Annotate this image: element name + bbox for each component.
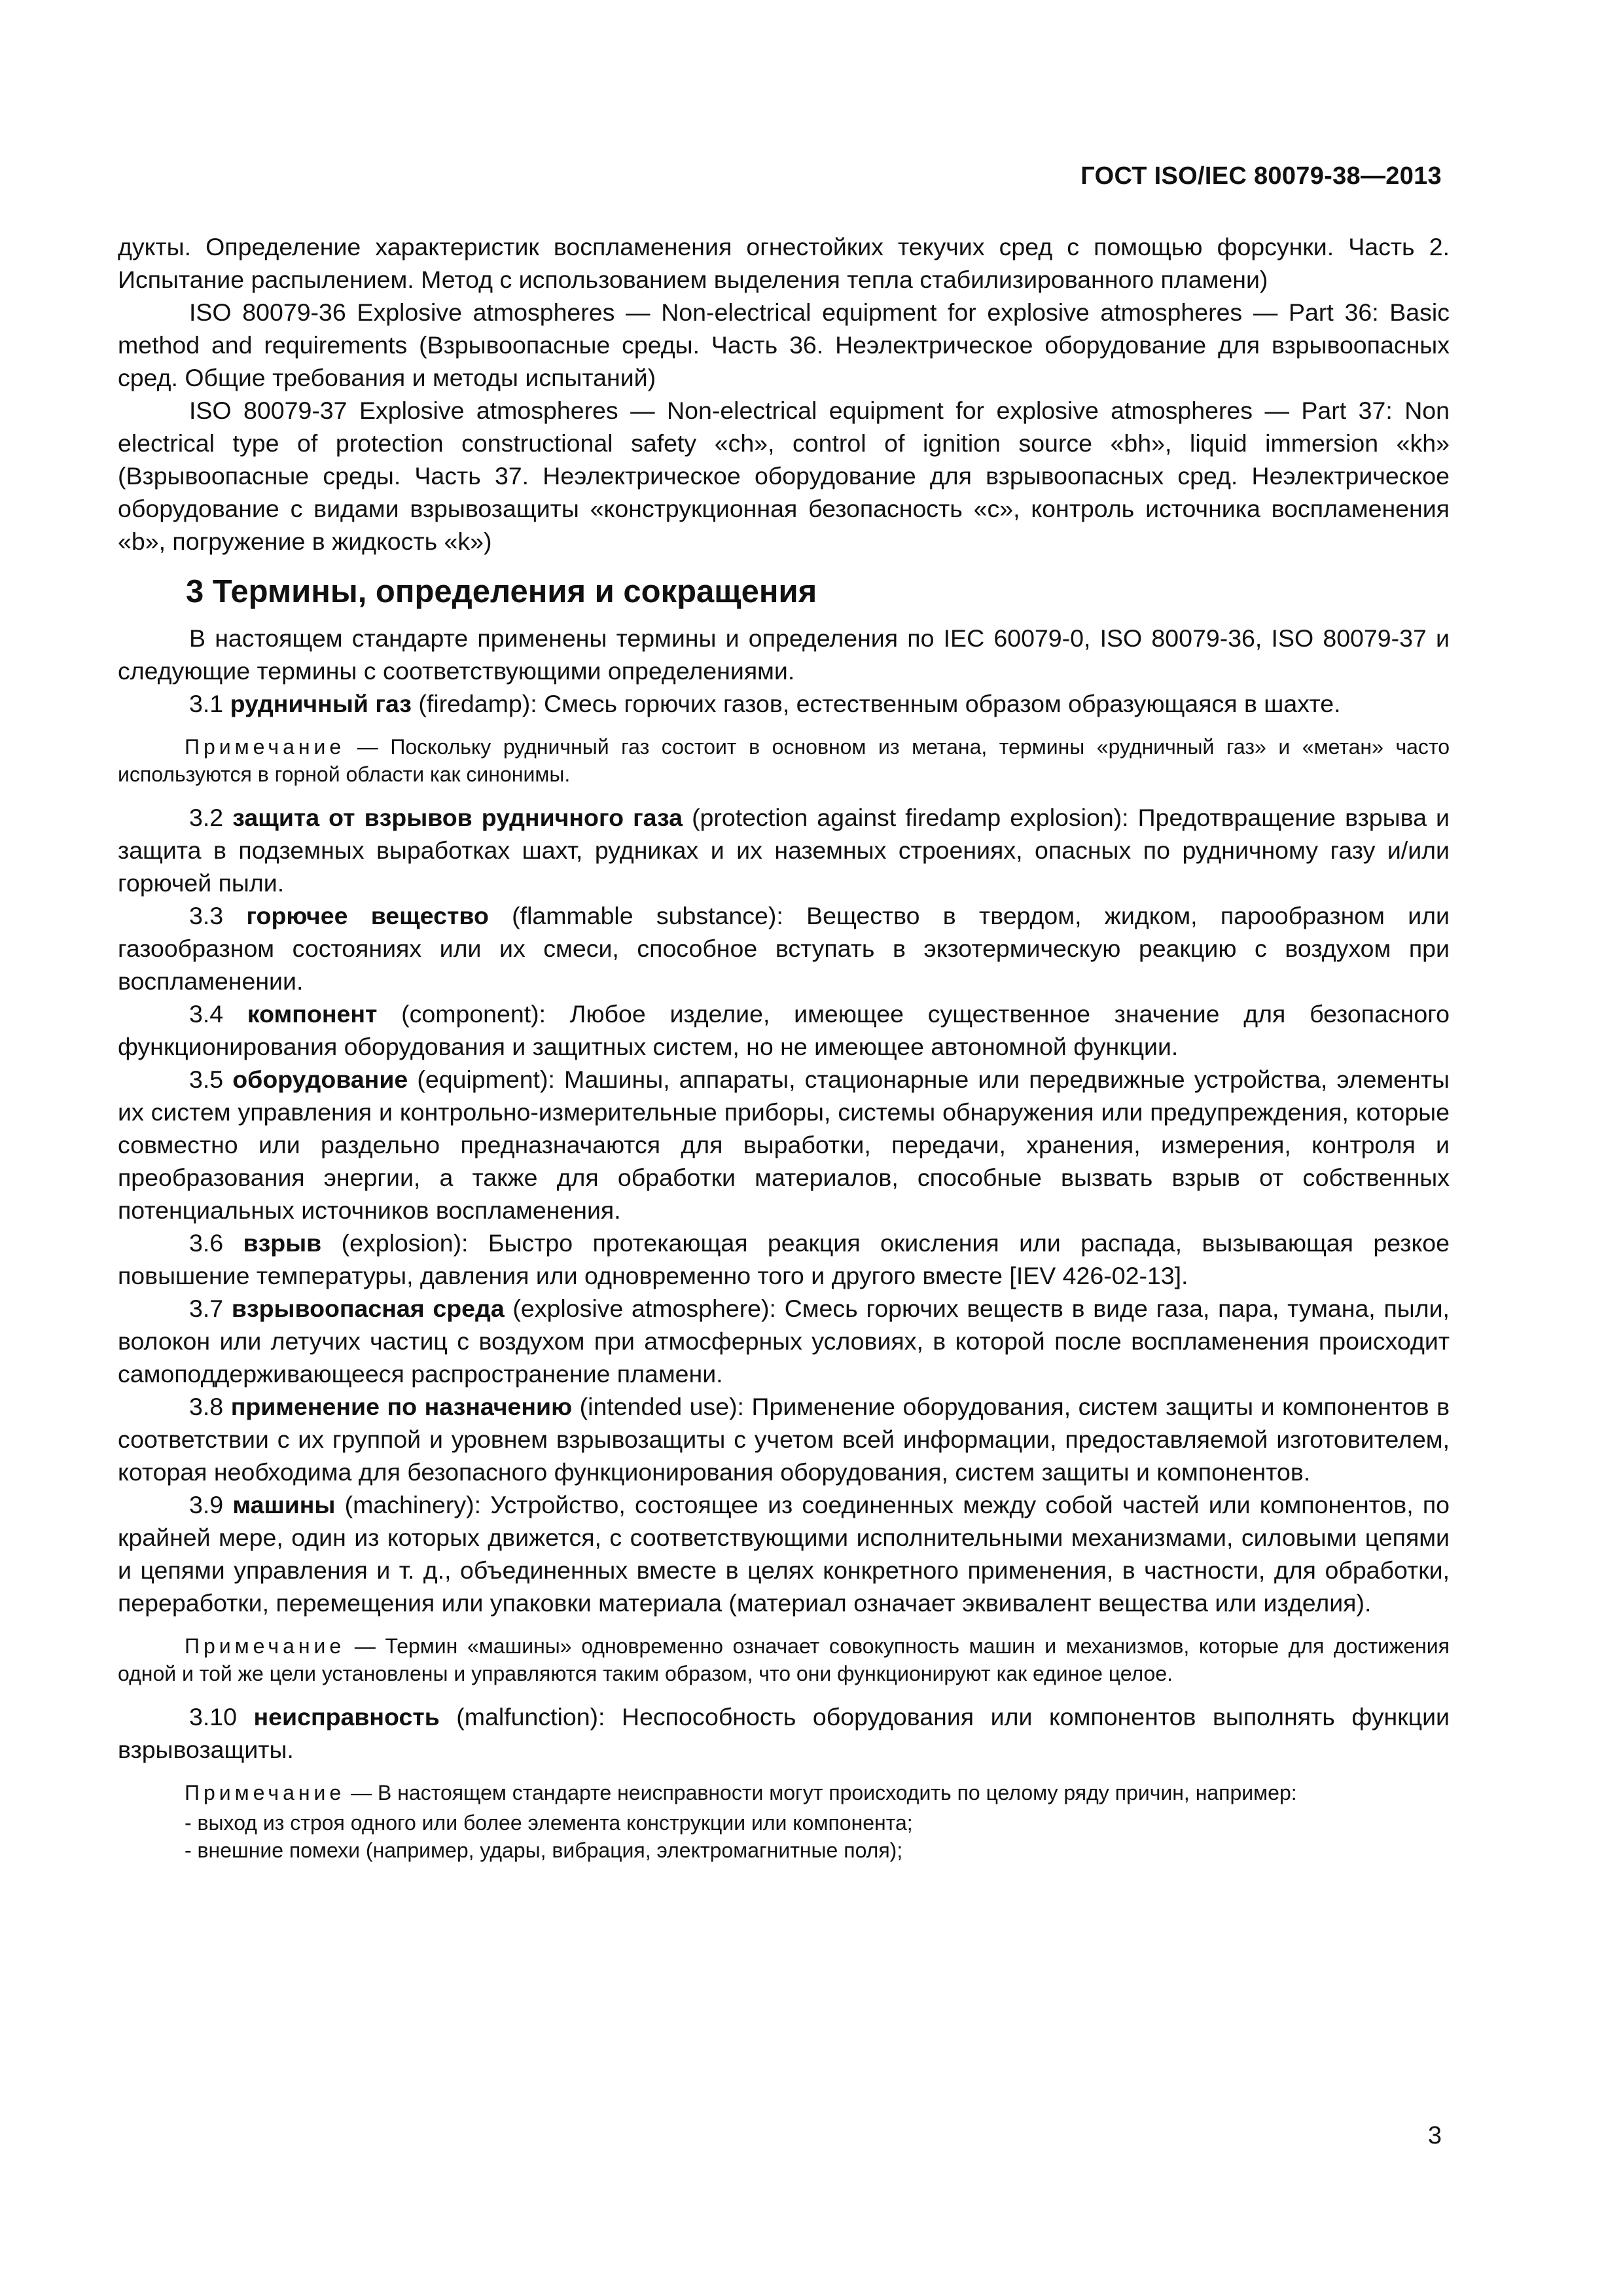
term-name: применение по назначению [230,1393,573,1420]
term-number: 3.3 [189,902,247,929]
reference-iso-80079-36: ISO 80079-36 Explosive atmospheres — Non-electrical equipment for explosive atmospheres — Part 36: Basic method and requirements (Взрывоопасные среды. Часть 36. Неэлектрическое оборудование для взрывоопасных сред. Общие требования и методы испытаний) [118,298,1450,391]
reference-iso-80079-37: ISO 80079-37 Explosive atmospheres — Non-electrical equipment for explosive atmospheres — Part 37: Non electrical type of protection constructional safety «ch», control of ignition source «bh», liquid immersion «kh» (Взрывоопасные среды. Часть 37. Неэлектрическое оборудование для взрывоопасных сред. Неэлектрическое оборудование с видами взрывозащиты «конструкционная безопасность «с», контроль источника воспламенения «b», погружение в жидкость «k») [118,397,1450,555]
term-3-3 [118,899,1450,997]
term-3-8 [118,1390,1450,1488]
section-intro: В настоящем стандарте применены термины и определения по IEC 60079-0, ISO 80079-36, ISO 80079-37 и следующие термины с соответствующими определениями. [118,624,1450,685]
term-definition: (flammable substance): Вещество в твердом, жидком, парообразном или газообразном состояниях или их смеси, способное вступать в экзотермическую реакцию с воздухом при воспламенении. [118,902,1450,995]
term-number: 3.10 [189,1703,254,1731]
term-definition: (malfunction): Неспособность оборудования или компонентов выполнять функции взрывозащиты. [118,1703,1450,1763]
term-3-9 [118,1488,1450,1619]
term-3-2 [118,801,1450,899]
term-definition: (explosive atmosphere): Смесь горючих веществ в виде газа, пара, тумана, пыли, волокон или летучих частиц с воздухом при атмосферных условиях, в которой после воспламенения происходит самоподдерживающееся распространение пламени. [118,1295,1450,1388]
note-label: Примечание [185,1781,346,1804]
term-name: рудничный газ [230,690,412,717]
term-3-6 [118,1227,1450,1292]
note-firedamp [118,733,1450,788]
section-heading: 3 Термины, определения и сокращения [186,574,817,609]
term-name: горючее вещество [246,902,489,929]
term-number: 3.8 [189,1393,231,1420]
term-3-10 [118,1700,1450,1766]
term-3-4 [118,997,1450,1063]
reference-continuation: дукты. Определение характеристик воспламенения огнестойких текучих сред с помощью форсунки. Часть 2. Испытание распылением. Метод с использованием выделения тепла стабилизированного пламени) [118,233,1450,293]
note-malfunction [118,1779,1450,1806]
term-name: защита от взрывов рудничного газа [232,804,683,831]
term-definition: (firedamp): Смесь горючих газов, естественным образом образующаяся в шахте. [411,690,1341,717]
term-name: компонент [247,1000,378,1028]
note-text: — В настоящем стандарте неисправности могут происходить по целому ряду причин, например: [345,1781,1297,1804]
term-number: 3.9 [189,1491,233,1518]
term-definition: (intended use): Применение оборудования, систем защиты и компонентов в соответствии с их группой и уровнем взрывозащиты с учетом всей информации, предоставляемой изготовителем, которая необходима для безопасного функционирования оборудования, систем защиты и компонентов. [118,1393,1450,1486]
term-definition: (explosion): Быстро протекающая реакция окисления или распада, вызывающая резкое повышение температуры, давления или одновременно того и другого вместе [IEV 426-02-13]. [118,1229,1450,1289]
term-3-5 [118,1063,1450,1227]
page-body [118,230,1450,1864]
term-name: взрывоопасная среда [231,1295,505,1322]
list-item: - внешние помехи (например, удары, вибрация, электромагнитные поля); [185,1837,1450,1864]
term-number: 3.2 [189,804,233,831]
term-definition: (protection against firedamp explosion): Предотвращение взрыва и защита в подземных выработках шахт, рудниках и их наземных строениях, опасных по рудничному газу и/или горючей пыли. [118,804,1450,897]
note-text: — Термин «машины» одновременно означает совокупность машин и механизмов, которые для достижения одной и той же цели установлены и управляются таким образом, что они функционируют как единое целое. [118,1634,1450,1685]
term-number: 3.7 [189,1295,232,1322]
list-item: - выход из строя одного или более элемента конструкции или компонента; [185,1809,1450,1837]
note-label: Примечание [185,1634,346,1658]
term-number: 3.4 [189,1000,247,1028]
term-3-1 [118,687,1450,720]
note-label: Примечание [185,735,346,759]
term-number: 3.1 [189,690,230,717]
term-definition: (machinery): Устройство, состоящее из соединенных между собой частей или компонентов, по крайней мере, один из которых движется, с соответствующими исполнительными механизмами, силовыми цепями и цепями управления и т. д., объединенных вместе в целях конкретного применения, в частности, для обработки, переработки, перемещения или упаковки материала (материал означает эквивалент вещества или изделия). [118,1491,1450,1617]
term-number: 3.6 [189,1229,243,1257]
term-name: неисправность [253,1703,440,1731]
term-name: взрыв [243,1229,322,1257]
term-name: оборудование [232,1066,408,1093]
term-definition: (component): Любое изделие, имеющее существенное значение для безопасного функционирования оборудования и защитных систем, но не имеющее автономной функции. [118,1000,1450,1060]
term-3-7 [118,1292,1450,1390]
note-machinery [118,1632,1450,1687]
term-definition: (equipment): Машины, аппараты, стационарные или передвижные устройства, элементы их систем управления и контрольно-измерительные приборы, системы обнаружения или предупреждения, которые совместно или раздельно предназначаются для выработки, передачи, хранения, измерения, контроля и преобразования энергии, а также для обработки материалов, способные вызвать взрыв от собственных потенциальных источников воспламенения. [118,1066,1450,1224]
document-code-header: ГОСТ ISO/IEC 80079-38—2013 [1080,162,1442,190]
page-number: 3 [1427,2122,1442,2149]
term-name: машины [232,1491,336,1518]
term-number: 3.5 [189,1066,233,1093]
note-text: — Поскольку рудничный газ состоит в основном из метана, термины «рудничный газ» и «метан» часто используются в горной области как синонимы. [118,735,1450,786]
malfunction-causes-list [185,1809,1450,1864]
